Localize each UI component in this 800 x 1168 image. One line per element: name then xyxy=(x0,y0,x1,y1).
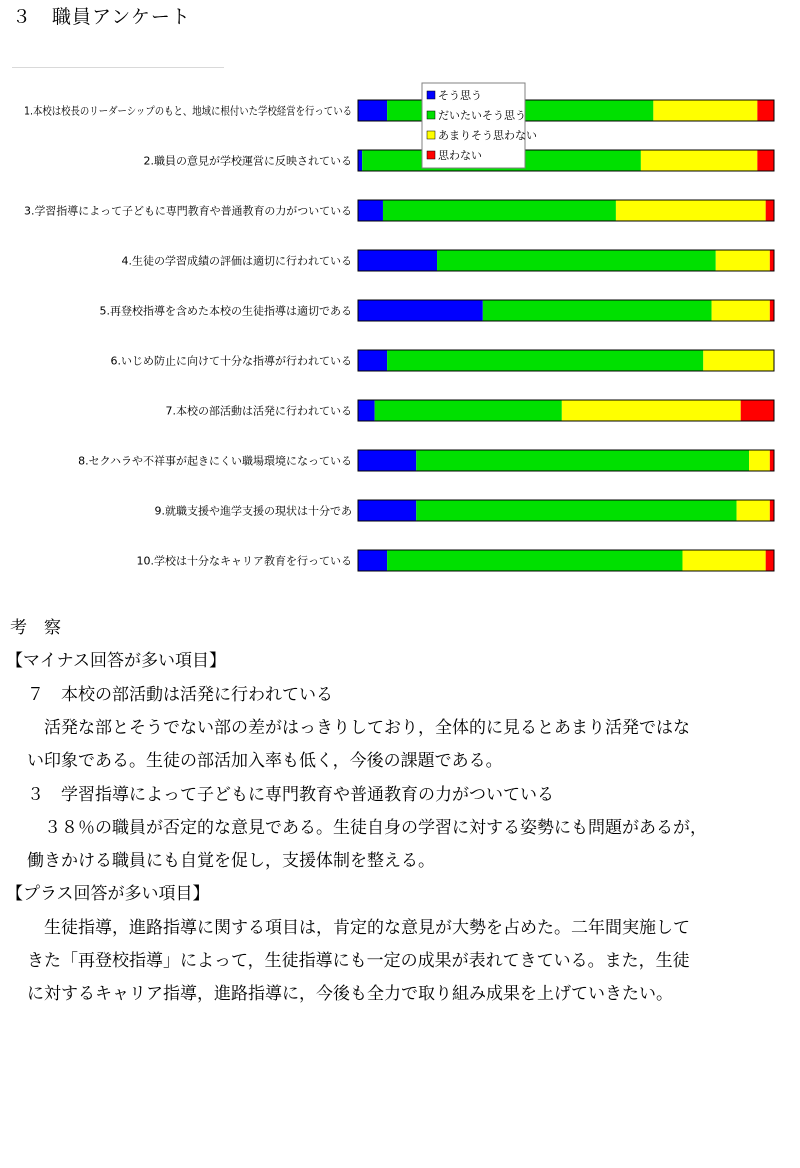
bar-segment-8-series-4 xyxy=(770,450,774,471)
bar-segment-5-series-2 xyxy=(483,300,712,321)
category-label-8: 8.セクハラや不祥事が起きにくい職場環境になっている xyxy=(78,454,352,468)
minus-item1-body-line1: 活発な部とそうでない部の差がはっきりしており，全体的に見るとあまり活発ではな xyxy=(10,718,690,738)
bar-segment-1-series-3 xyxy=(653,100,757,121)
bar-segment-7-series-2 xyxy=(375,400,562,421)
bar-segment-5-series-4 xyxy=(770,300,774,321)
bar-segment-3-series-2 xyxy=(383,200,616,221)
minus-item2-body-line2: 働きかける職員にも自覚を促し，支援体制を整える。 xyxy=(10,851,435,871)
bar-segment-6-series-2 xyxy=(387,350,703,371)
category-label-3: 3.学習指導によって子どもに専門教育や普通教育の力がついている xyxy=(24,204,354,218)
category-label-5: 5.再登校指導を含めた本校の生徒指導は適切である xyxy=(99,304,352,318)
bar-segment-1-series-4 xyxy=(757,100,774,121)
plus-body-line2: きた「再登校指導」によって，生徒指導にも一定の成果が表れてきている。また，生徒 xyxy=(10,951,690,971)
discussion-heading: 考 察 xyxy=(10,618,61,638)
bar-segment-7-series-4 xyxy=(741,400,774,421)
bar-segment-7-series-1 xyxy=(358,400,375,421)
bar-segment-10-series-3 xyxy=(682,550,765,571)
bar-segment-8-series-1 xyxy=(358,450,416,471)
bar-segment-1-series-1 xyxy=(358,100,387,121)
category-label-2: 2.職員の意見が学校運営に反映されている xyxy=(143,154,352,168)
bar-segment-8-series-3 xyxy=(749,450,770,471)
bar-segment-4-series-1 xyxy=(358,250,437,271)
category-label-9: 9.就職支援や進学支援の現状は十分であ xyxy=(154,504,352,518)
plus-body-line1: 生徒指導，進路指導に関する項目は，肯定的な意見が大勢を占めた。二年間実施して xyxy=(10,918,690,938)
bar-segment-10-series-4 xyxy=(766,550,774,571)
minus-item1-title: ７ 本校の部活動は活発に行われている xyxy=(10,685,333,705)
chart-legend xyxy=(422,83,537,168)
bar-segment-2-series-1 xyxy=(358,150,362,171)
bar-segment-2-series-3 xyxy=(641,150,757,171)
bar-segment-4-series-2 xyxy=(437,250,716,271)
bars-layer xyxy=(358,100,774,571)
legend-label-3: あまりそう思わない xyxy=(438,129,537,142)
bar-segment-6-series-1 xyxy=(358,350,387,371)
bar-segment-9-series-1 xyxy=(358,500,416,521)
bar-segment-9-series-3 xyxy=(737,500,770,521)
bar-segment-10-series-2 xyxy=(387,550,682,571)
minus-item2-body-line1: ３８％の職員が否定的な意見である。生徒自身の学習に対する姿勢にも問題があるが， xyxy=(10,818,707,838)
minus-item1-body-line2: い印象である。生徒の部活加入率も低く，今後の課題である。 xyxy=(10,751,503,771)
page-title: ３ 職員アンケート xyxy=(12,6,191,28)
legend-swatch-2 xyxy=(427,111,435,119)
bar-segment-6-series-3 xyxy=(703,350,774,371)
legend-label-1: そう思う xyxy=(438,89,482,102)
bar-segment-4-series-4 xyxy=(770,250,774,271)
legend-label-2: だいたいそう思う xyxy=(438,109,526,122)
legend-swatch-4 xyxy=(427,151,435,159)
bar-segment-3-series-1 xyxy=(358,200,383,221)
bar-segment-9-series-2 xyxy=(416,500,736,521)
plus-section-header: 【プラス回答が多い項目】 xyxy=(6,884,210,904)
bar-segment-3-series-3 xyxy=(616,200,766,221)
minus-section-header: 【マイナス回答が多い項目】 xyxy=(6,651,226,671)
bar-segment-4-series-3 xyxy=(716,250,770,271)
bar-segment-3-series-4 xyxy=(766,200,774,221)
category-label-6: 6.いじめ防止に向けて十分な指導が行われている xyxy=(110,354,352,368)
bar-segment-7-series-3 xyxy=(562,400,741,421)
category-label-4: 4.生徒の学習成績の評価は適切に行われている xyxy=(121,254,352,268)
bar-segment-5-series-1 xyxy=(358,300,483,321)
minus-item2-title: ３ 学習指導によって子どもに専門教育や普通教育の力がついている xyxy=(10,785,554,805)
category-label-1: 1.本校は校長のリーダーシップのもと、地域に根付いた学校経営を行っている xyxy=(24,104,409,118)
bar-segment-5-series-3 xyxy=(712,300,770,321)
bar-segment-8-series-2 xyxy=(416,450,749,471)
category-label-10: 10.学校は十分なキャリア教育を行っている xyxy=(136,554,352,568)
legend-swatch-3 xyxy=(427,131,435,139)
legend-label-4: 思わない xyxy=(438,149,482,162)
category-labels xyxy=(24,104,409,568)
legend-swatch-1 xyxy=(427,91,435,99)
bar-segment-2-series-4 xyxy=(757,150,774,171)
bar-segment-9-series-4 xyxy=(770,500,774,521)
plus-body-line3: に対するキャリア指導，進路指導に，今後も全力で取り組み成果を上げていきたい。 xyxy=(10,984,673,1004)
category-label-7: 7.本校の部活動は活発に行われている xyxy=(165,404,352,418)
bar-segment-10-series-1 xyxy=(358,550,387,571)
